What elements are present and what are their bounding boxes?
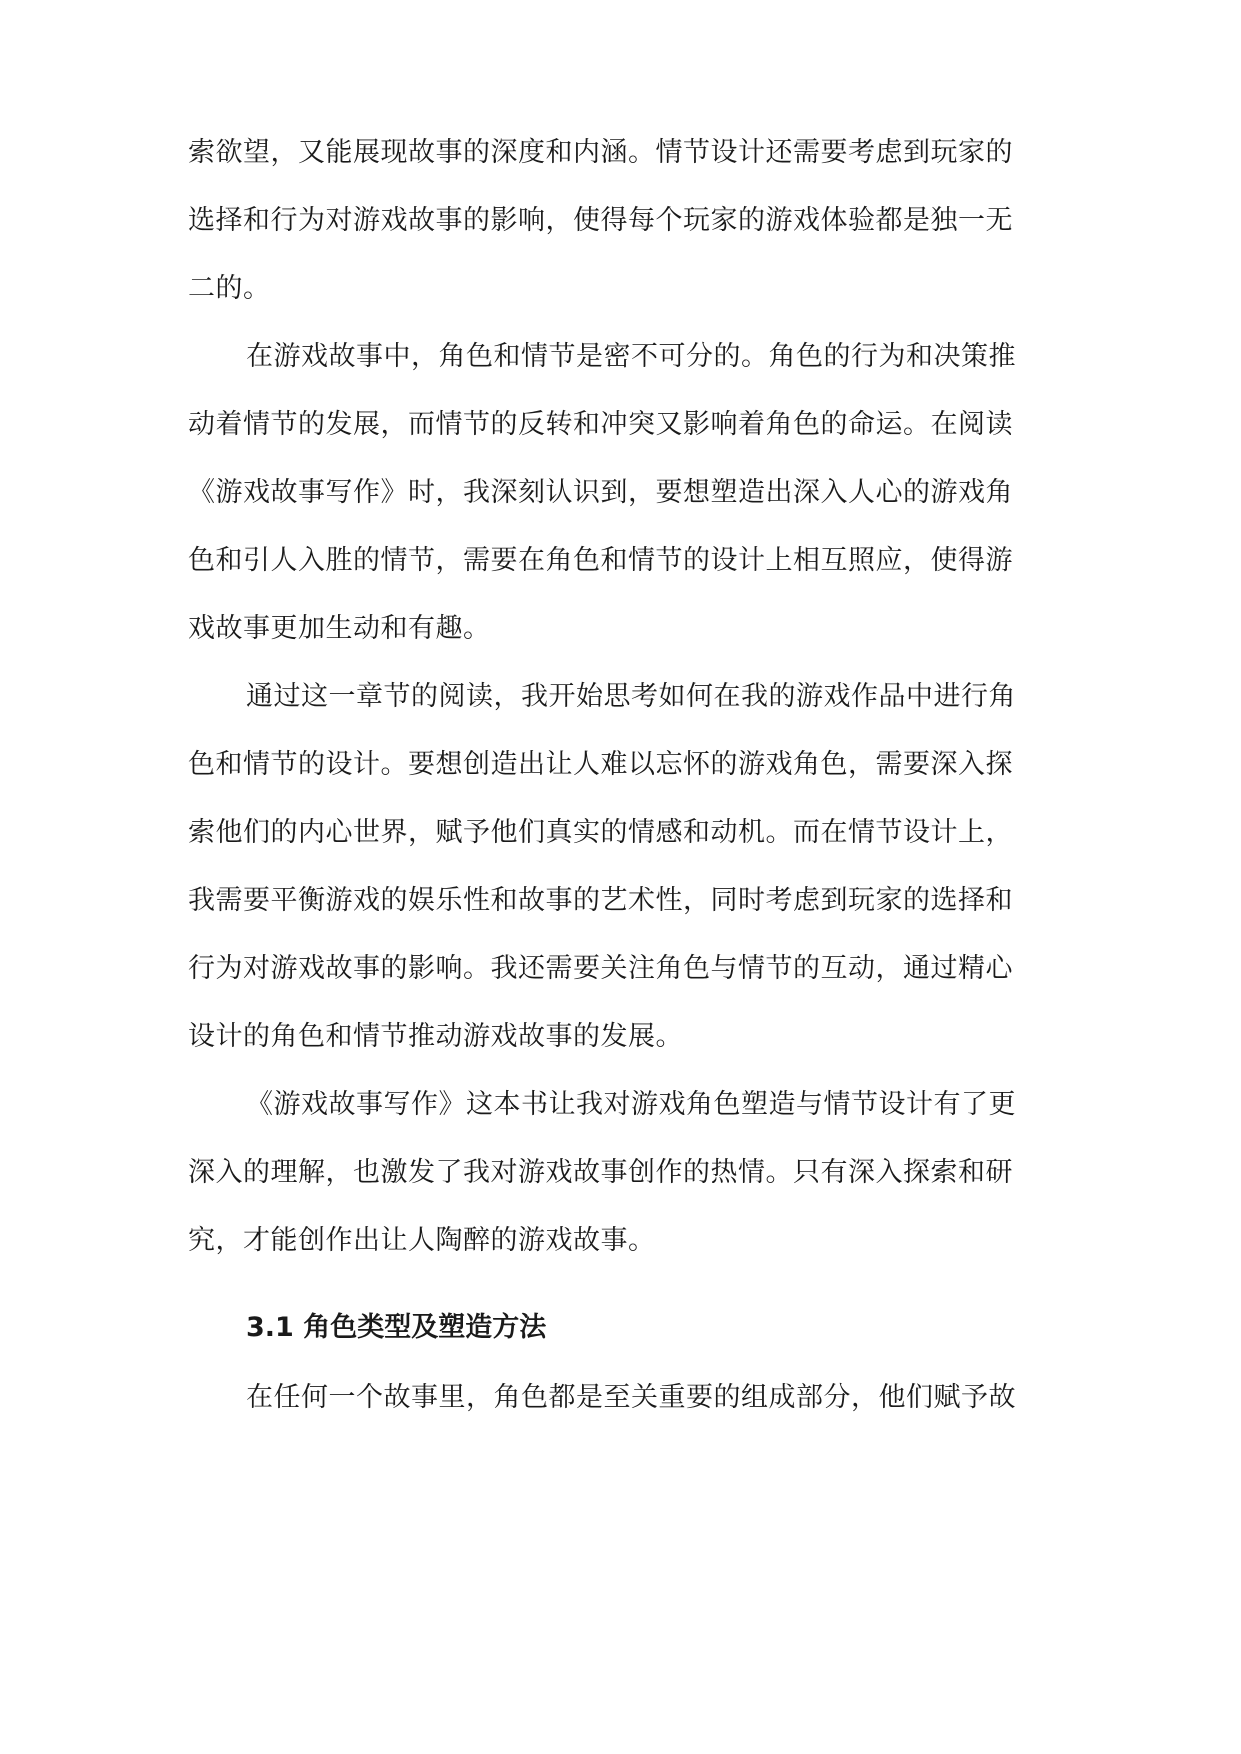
section-heading: 3.1 角色类型及塑造方法 [246, 1312, 547, 1343]
paragraph-line: 索欲望，又能展现故事的深度和内涵。情节设计还需要考虑到玩家的 [188, 137, 1013, 168]
paragraph-line: 深入的理解，也激发了我对游戏故事创作的热情。只有深入探索和研 [188, 1157, 1013, 1188]
paragraph-line: 索他们的内心世界，赋予他们真实的情感和动机。而在情节设计上， [188, 817, 1013, 848]
paragraph-line: 设计的角色和情节推动游戏故事的发展。 [188, 1021, 683, 1052]
paragraph-line: 色和情节的设计。要想创造出让人难以忘怀的游戏角色，需要深入探 [188, 749, 1013, 780]
paragraph-line: 二的。 [188, 273, 271, 304]
paragraph-line: 《游戏故事写作》这本书让我对游戏角色塑造与情节设计有了更 [246, 1089, 1016, 1120]
paragraph-line: 究，才能创作出让人陶醉的游戏故事。 [188, 1225, 656, 1256]
paragraph-line: 色和引人入胜的情节，需要在角色和情节的设计上相互照应，使得游 [188, 545, 1013, 576]
paragraph-line: 通过这一章节的阅读，我开始思考如何在我的游戏作品中进行角 [246, 681, 1016, 712]
paragraph-line: 戏故事更加生动和有趣。 [188, 613, 491, 644]
paragraph-line: 在任何一个故事里，角色都是至关重要的组成部分，他们赋予故 [246, 1382, 1016, 1413]
paragraph-line: 行为对游戏故事的影响。我还需要关注角色与情节的互动，通过精心 [188, 953, 1013, 984]
paragraph-line: 动着情节的发展，而情节的反转和冲突又影响着角色的命运。在阅读 [188, 409, 1013, 440]
paragraph-line: 《游戏故事写作》时，我深刻认识到，要想塑造出深入人心的游戏角 [188, 477, 1013, 508]
paragraph-line: 在游戏故事中，角色和情节是密不可分的。角色的行为和决策推 [246, 341, 1016, 372]
paragraph-line: 我需要平衡游戏的娱乐性和故事的艺术性，同时考虑到玩家的选择和 [188, 885, 1013, 916]
paragraph-line: 选择和行为对游戏故事的影响，使得每个玩家的游戏体验都是独一无 [188, 205, 1013, 236]
